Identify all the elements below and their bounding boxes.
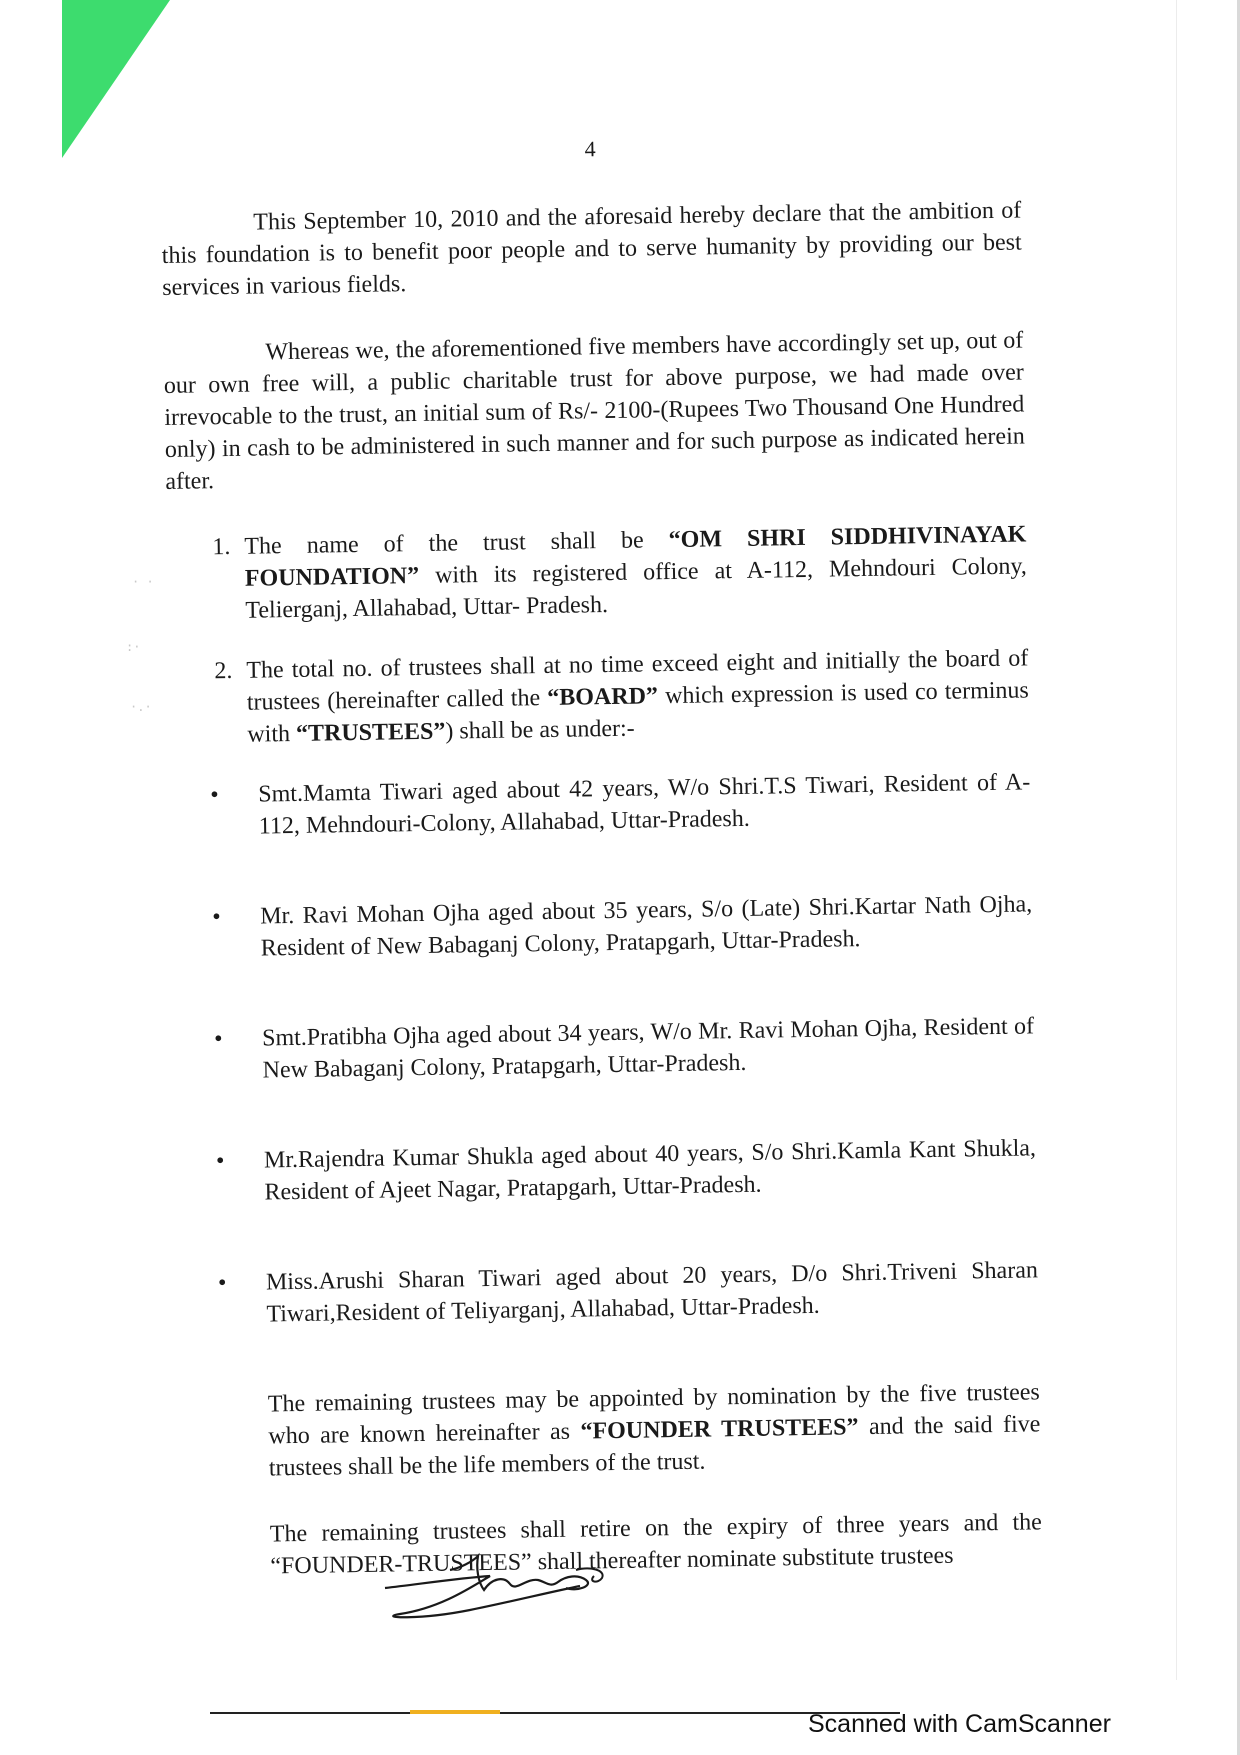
trustee-list xyxy=(170,766,1039,1331)
trustee-item xyxy=(214,1010,1035,1087)
clause-2 xyxy=(238,642,1029,750)
bullet-icon: • xyxy=(210,782,219,809)
trustee-item xyxy=(212,888,1033,965)
intro-paragraph: This September 10, 2010 and the aforesaid hereby declare that the ambition of this foundation is to benefit poor people and to serve humanity by providing our best services in various fields. xyxy=(161,197,1022,301)
bullet-icon: • xyxy=(212,904,221,931)
clause-2-end: ) shall be as under:- xyxy=(445,715,635,745)
trustee-item xyxy=(218,1254,1039,1331)
whereas-paragraph: Whereas we, the aforementioned five members have accordingly set up, out of our own free will, a public charitable trust for above purpose, we had made over irrevocable to the trust, an initial sum of Rs/- 2100-(Rupees Two Thousand One Hundred only) in cash to be administered in such manner and for such purpose as indicated herein after. xyxy=(163,327,1025,495)
scan-noise: ·.· xyxy=(130,700,152,714)
signature xyxy=(380,1548,640,1628)
trustee-text: Smt.Pratibha Ojha aged about 34 years, W/o Mr. Ravi Mohan Ojha, Resident of New Babaganj Colony, Pratapgarh, Uttar-Pradesh. xyxy=(261,1013,1035,1084)
clause-1-office: with its registered office at A-112, Mehndouri Colony, Telierganj, Allahabad, Uttar- Pradesh. xyxy=(245,553,1028,624)
retirement-paragraph: The remaining trustees shall retire on the expiry of three years and the “FOUNDER-TRUSTEES” shall thereafter nominate substitute trustees xyxy=(269,1509,1043,1580)
page-number: 4 xyxy=(584,136,596,162)
clause-1 xyxy=(236,518,1027,626)
remaining-trustees-paragraph xyxy=(180,1376,1041,1485)
trustee-item xyxy=(210,766,1031,843)
clause-2-text: The total no. of trustees shall at no time exceed eight and initially the board of trustees (hereinafter called the xyxy=(246,645,1029,716)
trustee-text: Miss.Arushi Sharan Tiwari aged about 20 years, D/o Shri.Triveni Sharan Tiwari,Resident of Teliyarganj, Allahabad, Uttar-Pradesh. xyxy=(265,1257,1039,1328)
trustees-term: “TRUSTEES” xyxy=(295,718,446,747)
clause-1-text: The name of the trust shall be xyxy=(244,527,669,560)
bullet-icon: • xyxy=(213,1026,223,1053)
board-term: “BOARD” xyxy=(547,683,659,711)
remaining-text: The remaining trustees may be appointed by nomination by the five trustees who are known hereinafter as xyxy=(267,1379,1040,1450)
page-edge-shadow xyxy=(1176,0,1177,1680)
green-corner-tab xyxy=(62,0,172,160)
scan-noise: :· xyxy=(126,640,141,654)
footer-rule xyxy=(210,1712,900,1714)
bullet-icon: • xyxy=(215,1148,225,1175)
scan-noise: · · xyxy=(132,575,154,589)
trust-name: “OM SHRI SIDDHIVINAYAK FOUNDATION” xyxy=(244,521,1027,592)
document-body xyxy=(160,126,1043,1617)
trustee-item xyxy=(216,1132,1037,1209)
remaining-end: and the said five trustees shall be the life members of the trust. xyxy=(268,1411,1041,1482)
founder-trustees-term: “FOUNDER TRUSTEES” xyxy=(580,1414,859,1445)
trustee-text: Mr. Ravi Mohan Ojha aged about 35 years, S/o (Late) Shri.Kartar Nath Ojha, Resident of New Babaganj Colony, Pratapgarh, Uttar-Pradesh. xyxy=(260,891,1033,962)
bullet-icon: • xyxy=(217,1270,227,1297)
footer-accent xyxy=(410,1710,500,1714)
clause-2-mid: which expression is used co terminus with xyxy=(247,677,1029,748)
clause-list xyxy=(166,518,1029,751)
trustee-text: Mr.Rajendra Kumar Shukla aged about 40 years, S/o Shri.Kamla Kant Shukla, Resident of Ajeet Nagar, Pratapgarh, Uttar-Pradesh. xyxy=(263,1135,1037,1206)
trustee-text: Smt.Mamta Tiwari aged about 42 years, W/o Shri.T.S Tiwari, Resident of A-112, Mehndouri-Colony, Allahabad, Uttar-Pradesh. xyxy=(258,769,1031,840)
scanner-watermark: Scanned with CamScanner xyxy=(808,1710,1111,1738)
